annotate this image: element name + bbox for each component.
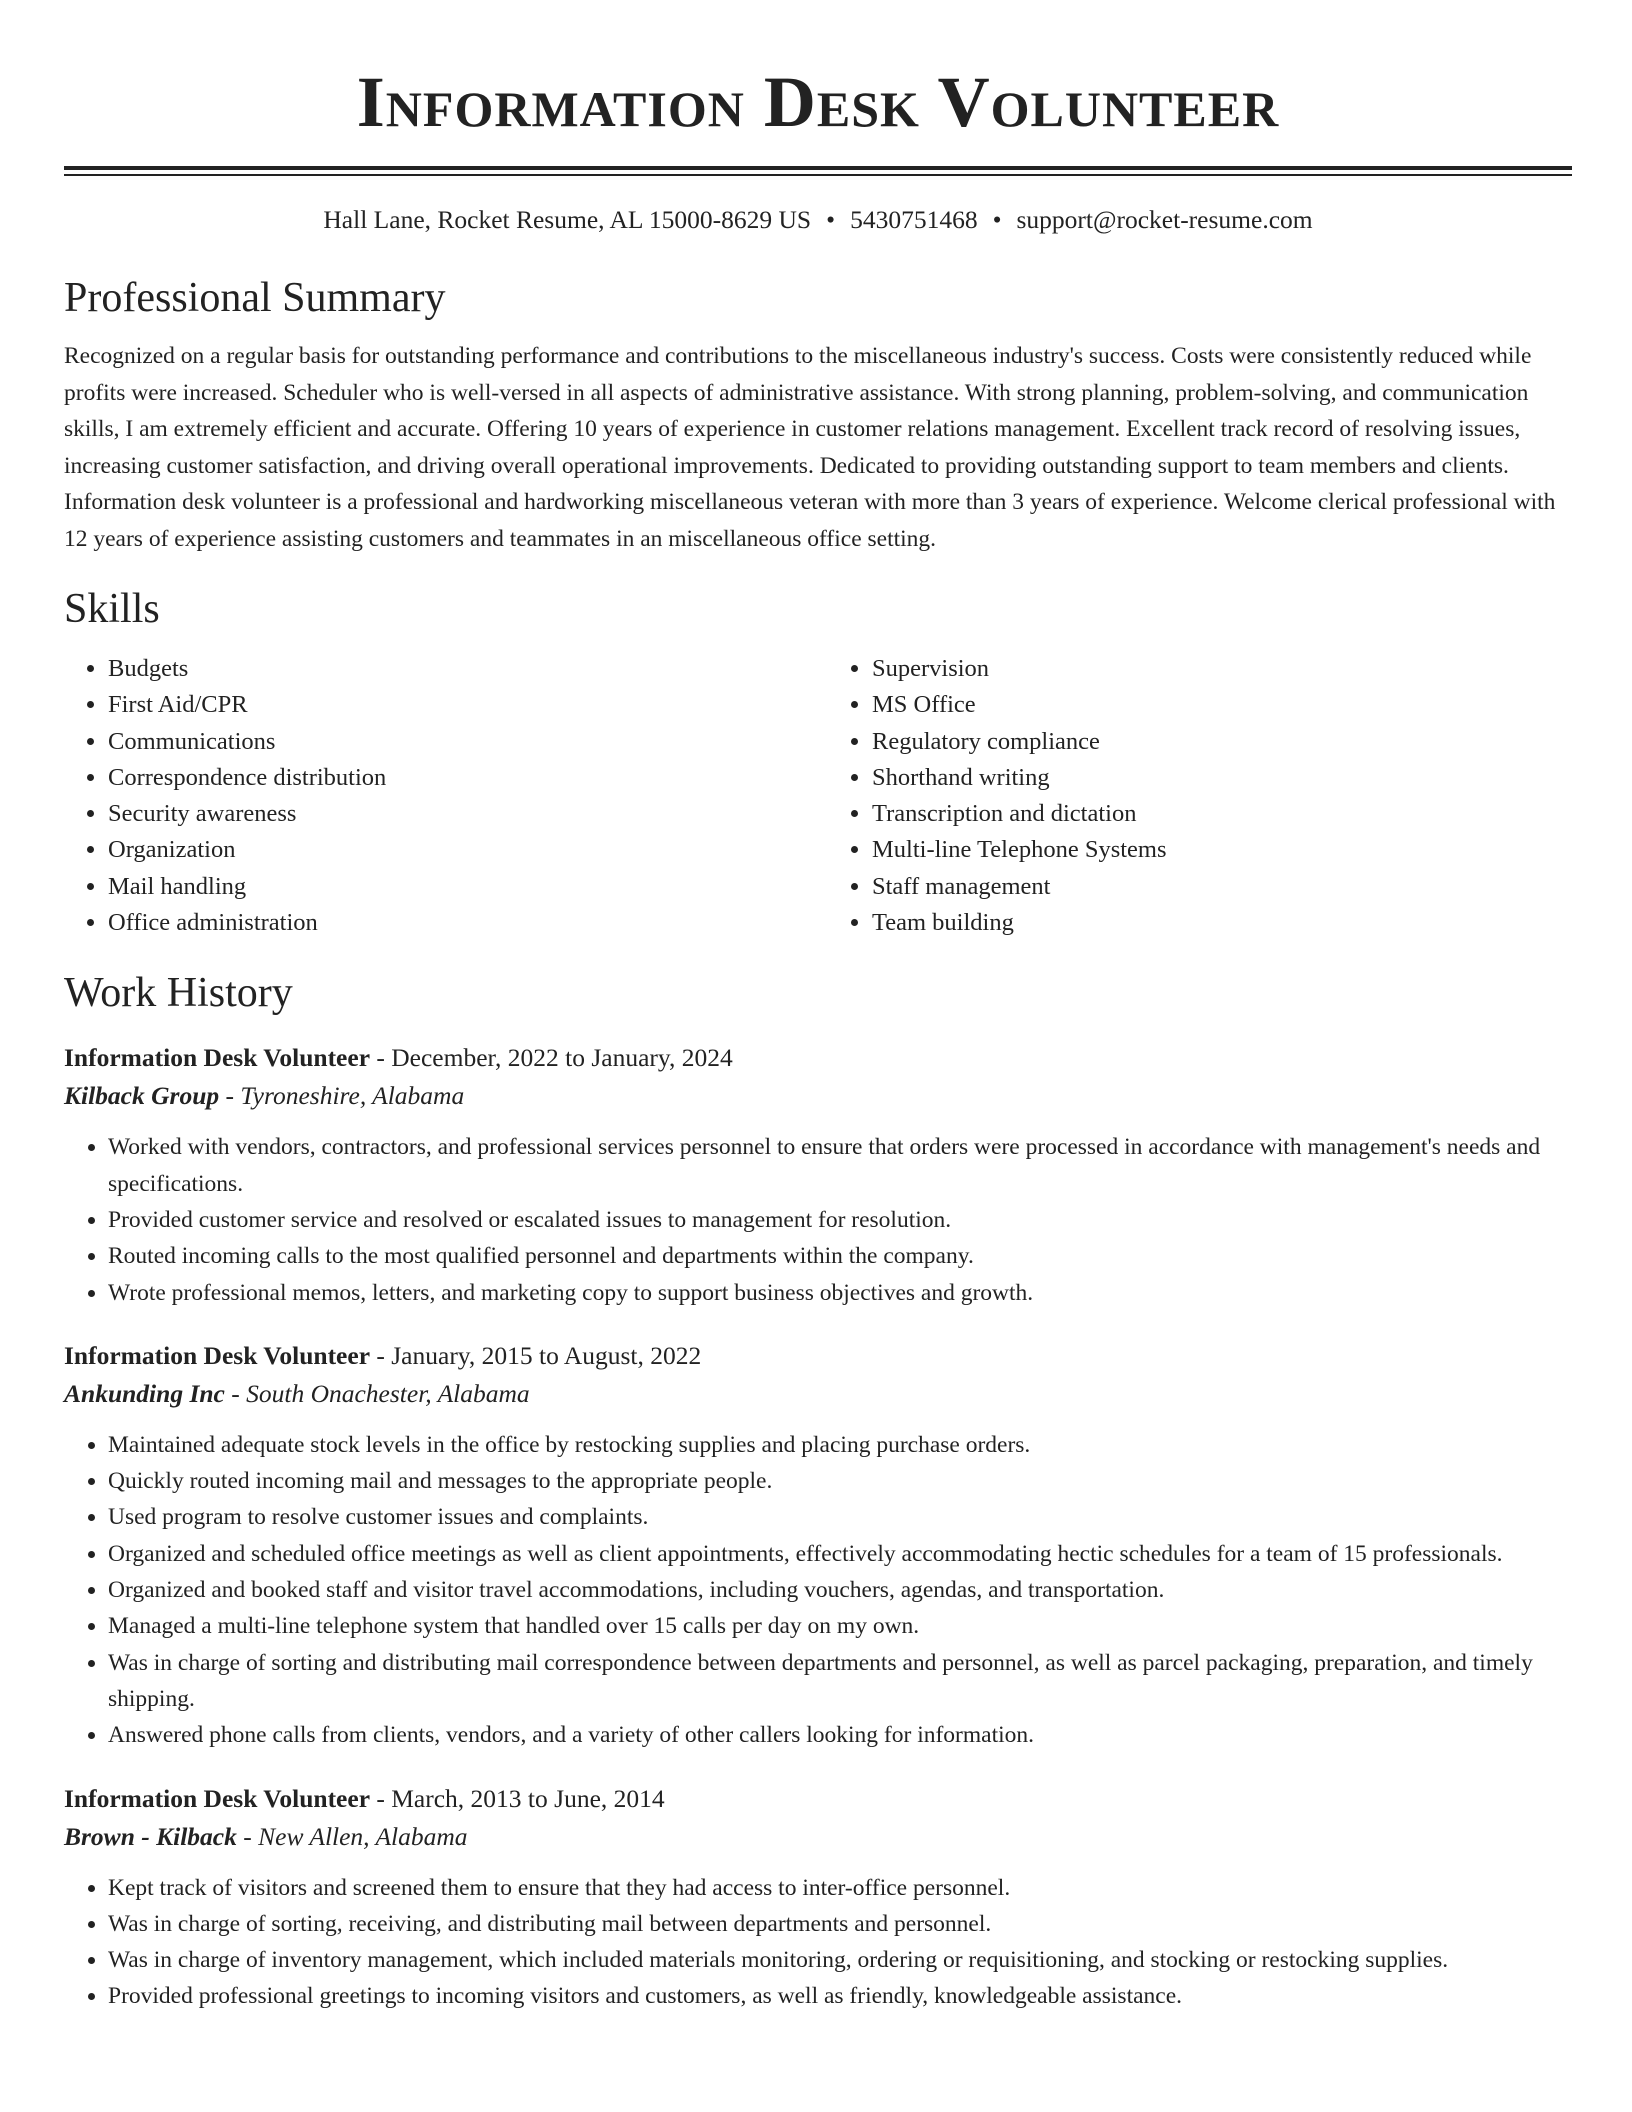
job-bullet: • Maintained adequate stock levels in the office by restocking supplies and placing purchase orders. <box>108 1427 1572 1463</box>
job-title-line <box>64 1337 1572 1375</box>
contact-line <box>64 204 1572 236</box>
job-bullet: • Was in charge of sorting and distributing mail correspondence between departments and personnel, as well as parcel packaging, preparation, and timely shipping. <box>108 1645 1572 1718</box>
skill-item: • Shorthand writing <box>872 760 1572 796</box>
job-bullet: • Worked with vendors, contractors, and professional services personnel to ensure that orders were processed in accordance with management's needs and specifications. <box>108 1129 1572 1202</box>
work-history-heading: Work History <box>64 970 293 1017</box>
job-location: - South Onachester, Alabama <box>224 1378 530 1408</box>
skill-item: • Team building <box>872 905 1572 941</box>
skill-item: • Security awareness <box>108 796 808 832</box>
job-dates: - January, 2015 to August, 2022 <box>370 1340 702 1370</box>
job-role: Information Desk Volunteer <box>64 1783 371 1813</box>
job-bullet: • Organized and scheduled office meetings as well as client appointments, effectively accommodating hectic schedules for a team of 15 professionals. <box>108 1536 1572 1572</box>
skill-item: • Regulatory compliance <box>872 724 1572 760</box>
job-bullet: • Was in charge of sorting, receiving, and distributing mail between departments and personnel. <box>108 1906 1572 1942</box>
skills-column-left <box>64 651 808 941</box>
job-location: - Tyroneshire, Alabama <box>219 1081 465 1111</box>
skill-item: • Communications <box>108 724 808 760</box>
job-bullets <box>64 1870 1572 2015</box>
skills-list <box>64 651 1572 941</box>
skill-item: • Budgets <box>108 651 808 687</box>
skill-item: • Correspondence distribution <box>108 760 808 796</box>
job-entry <box>64 1337 1572 1754</box>
job-bullet: • Provided professional greetings to incoming visitors and customers, as well as friendly, knowledgeable assistance. <box>108 1978 1572 2014</box>
job-entry <box>64 1039 1572 1310</box>
job-entry <box>64 1780 1572 2015</box>
job-bullet: • Quickly routed incoming mail and messages to the appropriate people. <box>108 1463 1572 1499</box>
job-bullets <box>64 1427 1572 1754</box>
job-title-line <box>64 1039 1572 1077</box>
contact-email: support@rocket-resume.com <box>1016 205 1313 234</box>
skills-heading: Skills <box>64 586 160 632</box>
job-bullet: • Kept track of visitors and screened them to ensure that they had access to inter-office personnel. <box>108 1870 1572 1906</box>
skill-item: • Office administration <box>108 905 808 941</box>
job-bullet: • Provided customer service and resolved or escalated issues to management for resolution. <box>108 1202 1572 1238</box>
job-company-line <box>64 1375 1572 1413</box>
job-bullet: • Wrote professional memos, letters, and marketing copy to support business objectives and growth. <box>108 1275 1572 1311</box>
resume-name-title: Information Desk Volunteer <box>356 62 1280 142</box>
job-dates: - March, 2013 to June, 2014 <box>370 1783 665 1813</box>
job-bullet: • Organized and booked staff and visitor travel accommodations, including vouchers, agendas, and transportation. <box>108 1572 1572 1608</box>
job-location: - New Allen, Alabama <box>236 1821 468 1851</box>
header-divider-thin <box>64 174 1572 176</box>
contact-address: Hall Lane, Rocket Resume, AL 15000-8629 US <box>323 205 812 234</box>
job-company: Kilback Group <box>64 1081 220 1111</box>
contact-phone: 5430751468 <box>850 205 978 234</box>
summary-heading: Professional Summary <box>64 275 446 321</box>
header-divider-thick <box>64 166 1572 170</box>
job-company-line <box>64 1077 1572 1115</box>
skill-item: • Multi-line Telephone Systems <box>872 832 1572 868</box>
job-company: Brown - Kilback <box>64 1821 237 1851</box>
job-bullet: • Was in charge of inventory management, which included materials monitoring, ordering or requisitioning, and stocking or restocking supplies. <box>108 1942 1572 1978</box>
skill-item: • Organization <box>108 832 808 868</box>
job-bullet: • Managed a multi-line telephone system that handled over 15 calls per day on my own. <box>108 1608 1572 1644</box>
skill-item: • Mail handling <box>108 869 808 905</box>
job-bullet: • Used program to resolve customer issues and complaints. <box>108 1499 1572 1535</box>
job-role: Information Desk Volunteer <box>64 1043 371 1073</box>
job-role: Information Desk Volunteer <box>64 1340 371 1370</box>
skill-item: • MS Office <box>872 687 1572 723</box>
skill-item: • Supervision <box>872 651 1572 687</box>
job-bullets <box>64 1129 1572 1310</box>
job-company-line <box>64 1818 1572 1856</box>
resume-page <box>64 0 1572 2015</box>
skill-item: • Transcription and dictation <box>872 796 1572 832</box>
job-dates: - December, 2022 to January, 2024 <box>370 1043 733 1073</box>
job-bullet: • Answered phone calls from clients, vendors, and a variety of other callers looking for information. <box>108 1717 1572 1753</box>
summary-text: Recognized on a regular basis for outstanding performance and contributions to the miscellaneous industry's success. Costs were consistently reduced while profits were increased. Scheduler who is well-versed in all aspects of administrative assistance. With strong planning, problem-solving, and communication skills, I am extremely efficient and accurate. Offering 10 years of experience in customer relations management. Excellent track record of resolving issues, increasing customer satisfaction, and driving overall operational improvements. Dedicated to providing outstanding support to team members and clients. Information desk volunteer is a professional and hardworking miscellaneous veteran with more than 3 years of experience. Welcome clerical professional with 12 years of experience assisting customers and teammates in an miscellaneous office setting. <box>64 343 1556 552</box>
job-bullet: • Routed incoming calls to the most qualified personnel and departments within the company. <box>108 1238 1572 1274</box>
skill-item: • Staff management <box>872 869 1572 905</box>
contact-separator: • <box>992 205 1002 234</box>
job-title-line <box>64 1780 1572 1818</box>
skills-column-right <box>828 651 1572 941</box>
skill-item: • First Aid/CPR <box>108 687 808 723</box>
job-company: Ankunding Inc <box>64 1378 225 1408</box>
contact-separator: • <box>826 205 836 234</box>
